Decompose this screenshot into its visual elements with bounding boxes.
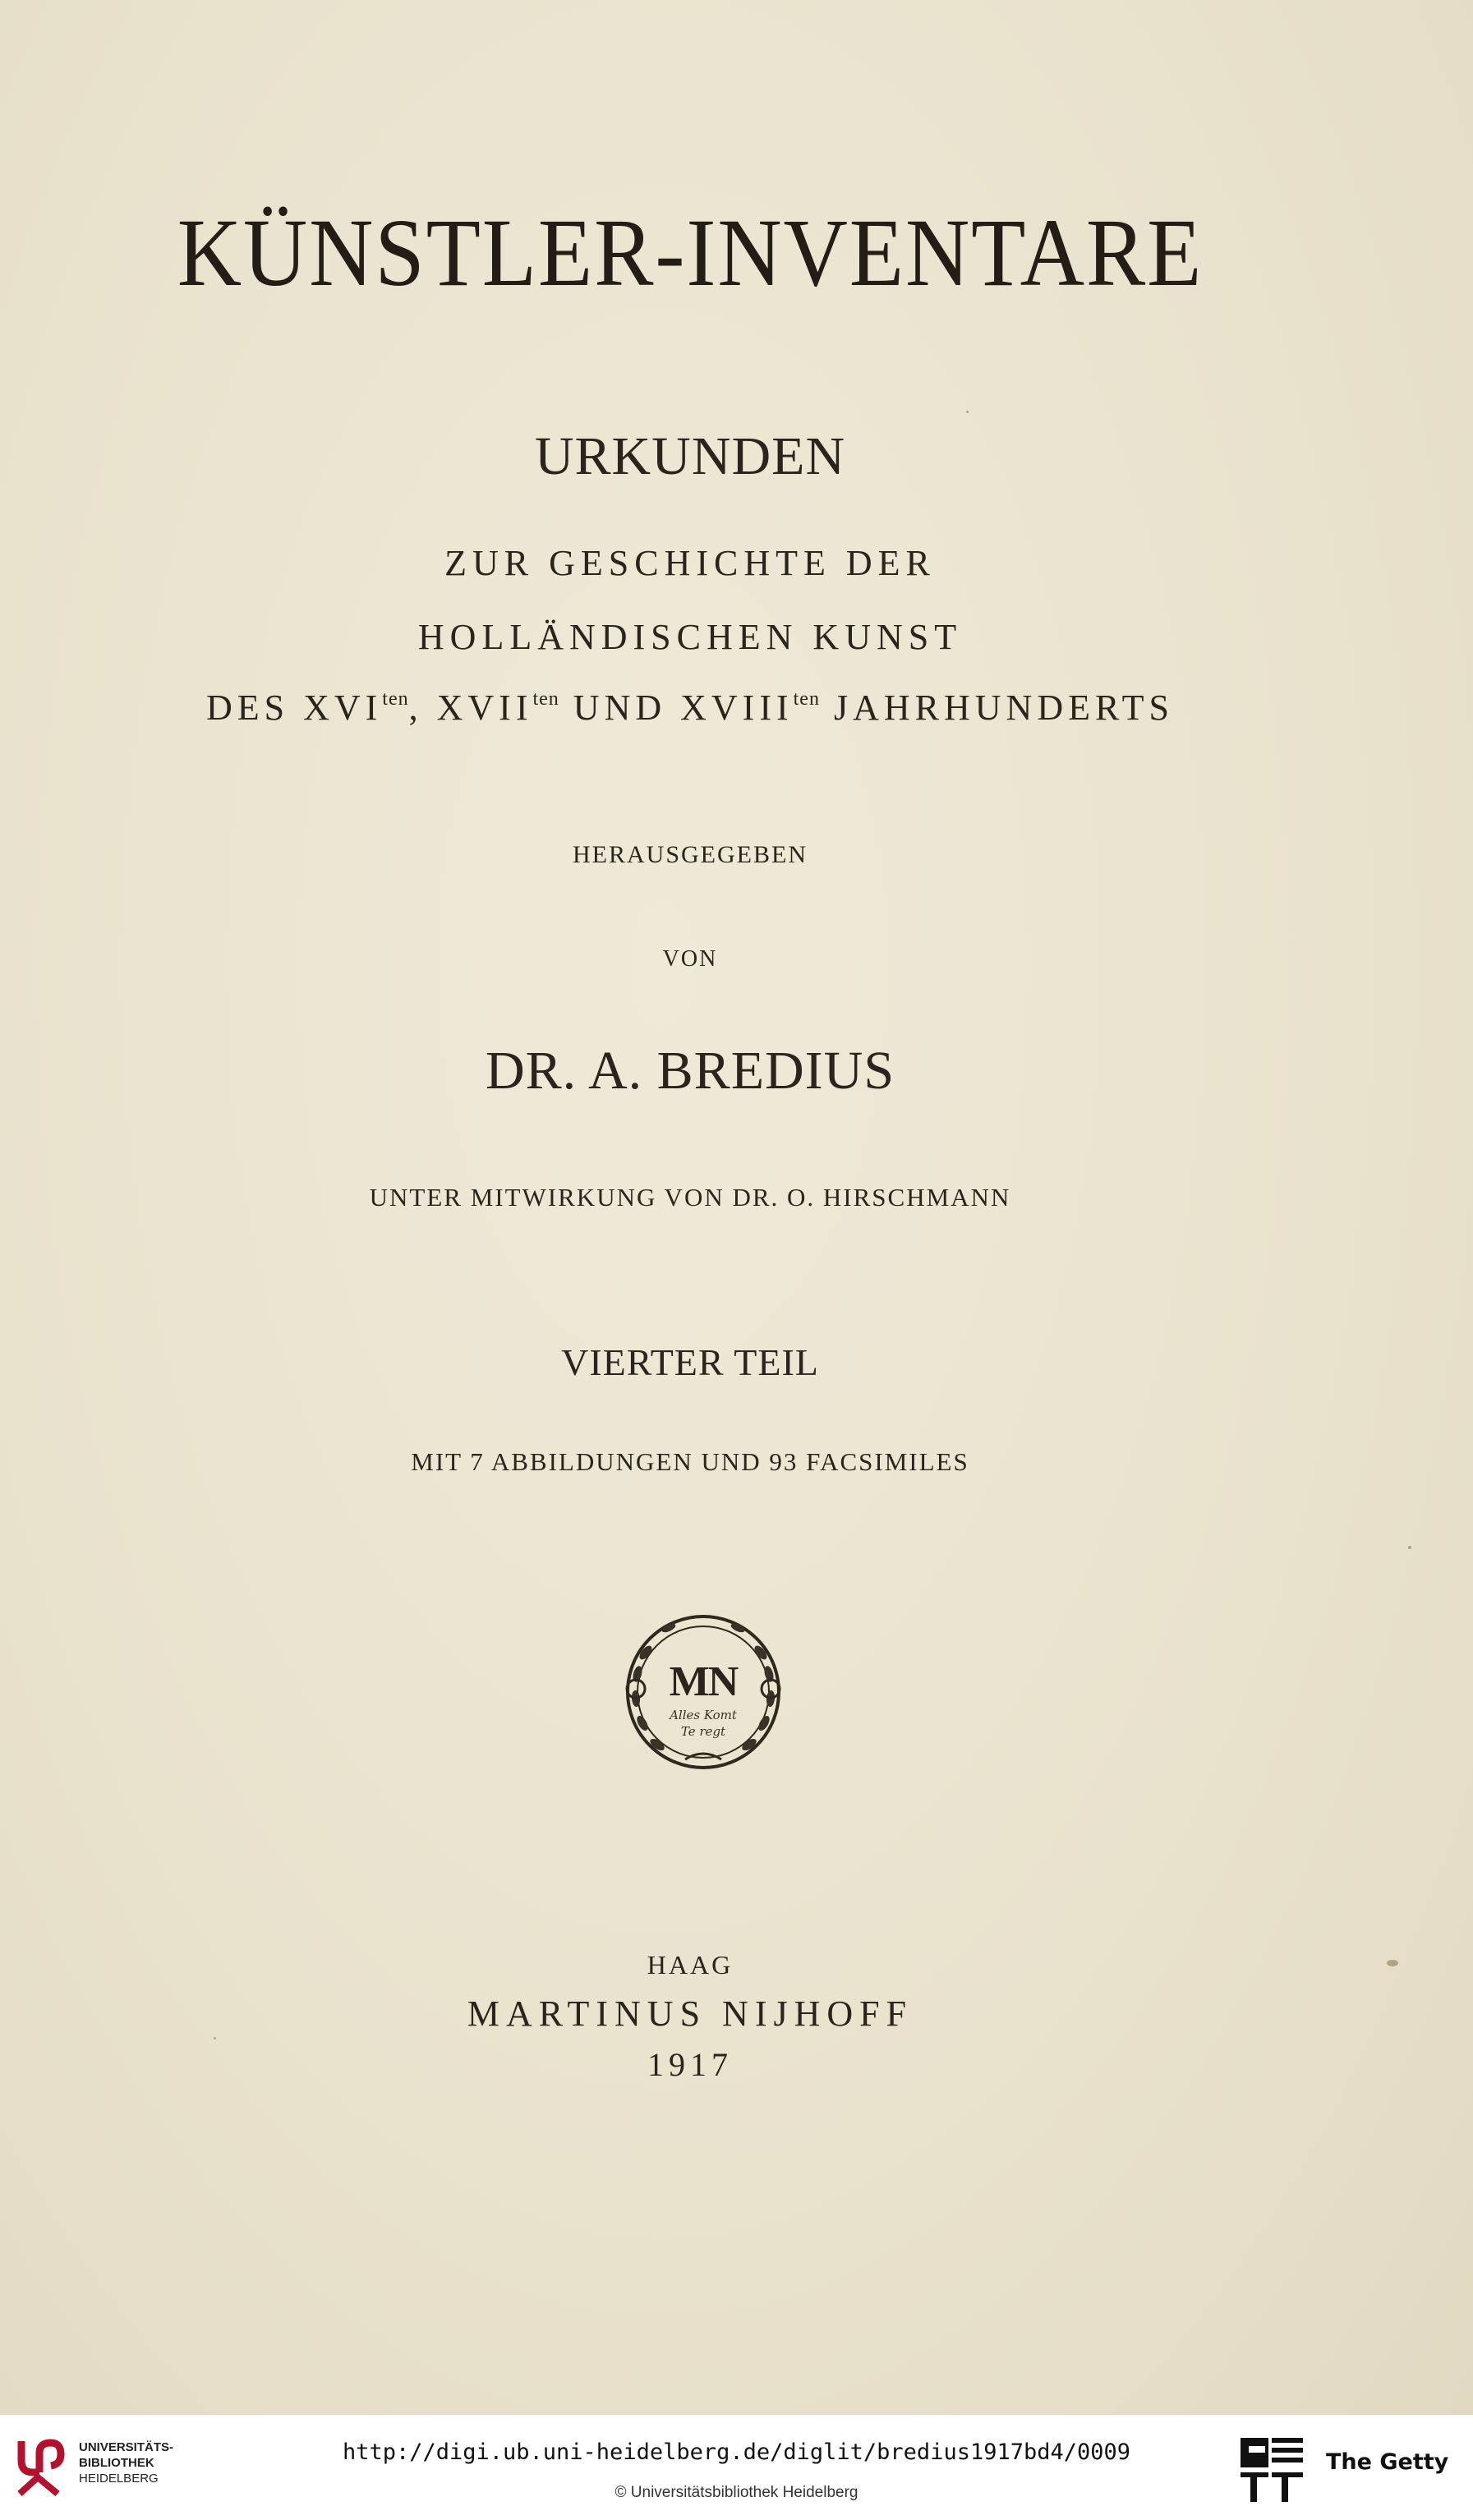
publisher-motto [619, 1707, 787, 1740]
library-name-line-3: HEIDELBERG [79, 2472, 159, 2486]
paper-speck [214, 2037, 216, 2039]
paper-speck [966, 411, 969, 413]
centuries-text-4: JAHRHUNDERTS [819, 687, 1175, 728]
ordinal-suffix-2: ten [532, 688, 559, 710]
subtitle-line-1: ZUR GESCHICHTE DER [444, 543, 936, 583]
publisher-emblem [619, 1610, 787, 1777]
getty-logo-icon[interactable] [1239, 2436, 1305, 2504]
edited-label: HERAUSGEGEBEN [573, 841, 808, 868]
digitization-footer [0, 2415, 1473, 2520]
library-name-line-1: UNIVERSITÄTS- [79, 2440, 174, 2454]
paper-speck [1387, 1960, 1398, 1966]
motto-line-1: Alles Komt [670, 1708, 737, 1722]
publisher-monogram: MN [669, 1658, 738, 1705]
publication-place: HAAG [647, 1950, 734, 1980]
by-label: VON [662, 946, 718, 972]
publication-year: 1917 [647, 2046, 733, 2083]
centuries-text-1: DES XVI [205, 687, 383, 728]
author-name: DR. A. BREDIUS [485, 1041, 895, 1101]
subtitle-line-3 [0, 687, 1380, 729]
volume-label: VIERTER TEIL [561, 1341, 819, 1383]
partner-name: The Getty [1326, 2449, 1449, 2475]
book-title: KÜNSTLER-INVENTARE [177, 199, 1204, 306]
copyright-notice: © Universitätsbibliothek Heidelberg [615, 2484, 858, 2501]
publisher-name: MARTINUS NIJHOFF [467, 1993, 914, 2034]
library-name-line-2: BIBLIOTHEK [79, 2456, 154, 2470]
ordinal-suffix-3: ten [793, 688, 820, 710]
ordinal-suffix-1: ten [382, 688, 409, 710]
book-subtitle: URKUNDEN [534, 426, 846, 486]
paper-speck [1408, 1546, 1411, 1549]
centuries-text-3: UND XVIII [559, 687, 794, 728]
collaborator-line: UNTER MITWIRKUNG VON DR. O. HIRSCHMANN [369, 1183, 1011, 1212]
permalink[interactable]: http://digi.ub.uni-heidelberg.de/diglit/bredius1917bd4/0009 [342, 2440, 1131, 2465]
motto-line-2: Te regt [680, 1724, 726, 1739]
subtitle-line-2: HOLLÄNDISCHEN KUNST [417, 617, 963, 657]
centuries-text-2: , XVII [408, 687, 533, 728]
illustrations-line: MIT 7 ABBILDUNGEN UND 93 FACSIMILES [411, 1447, 969, 1476]
